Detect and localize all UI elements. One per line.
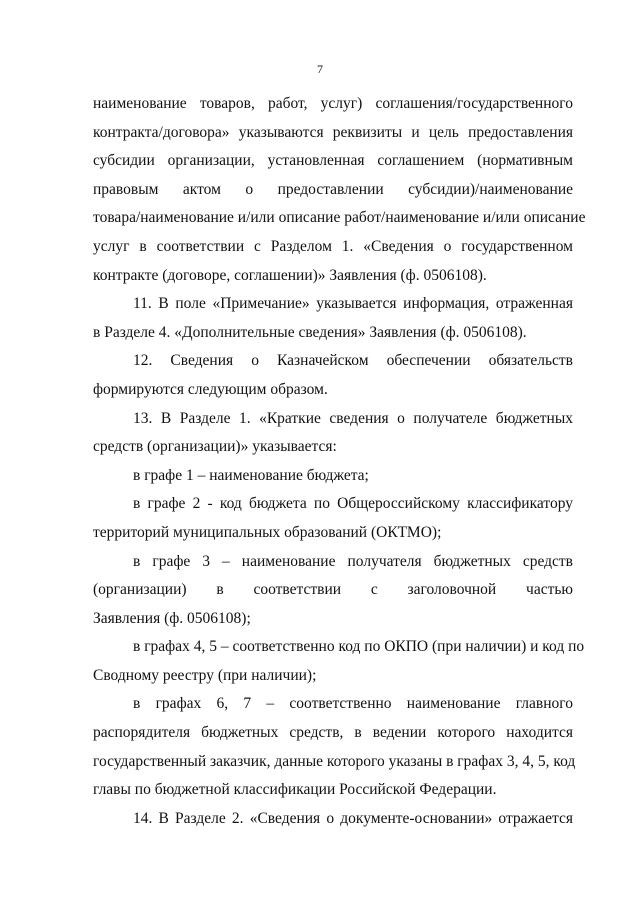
text-line: в графе 1 – наименование бюджета; (133, 466, 369, 484)
page-number: 7 (317, 62, 323, 76)
text-line: правовым актом о предоставлении субсидии)/наименование (93, 180, 573, 198)
text-line: в графе 2 - код бюджета по Общероссийскому классификатору (133, 495, 573, 513)
text-line: средств (организации)» указывается: (93, 438, 337, 456)
text-line: контракте (договоре, соглашении)» Заявления (ф. 0506108). (93, 266, 487, 284)
text-line: в графах 6, 7 – соответственно наименование главного (133, 695, 573, 713)
text-line: государственный заказчик, данные которого указаны в графах 3, 4, 5, код (93, 752, 576, 770)
text-line: 12. Сведения о Казначейском обеспечении обязательств (133, 352, 573, 370)
text-line: товара/наименование и/или описание работ/наименование и/или описание (93, 209, 586, 227)
body-text (93, 95, 586, 838)
text-line: 13. В Разделе 1. «Краткие сведения о получателе бюджетных (133, 409, 573, 427)
text-line: Заявления (ф. 0506108); (93, 609, 251, 627)
text-line: распорядителя бюджетных средств, в ведении которого находится (93, 724, 573, 742)
text-line: услуг в соответствии с Разделом 1. «Сведения о государственном (93, 237, 573, 255)
text-line: 14. В Разделе 2. «Сведения о документе-основании» отражается (133, 809, 573, 827)
text-line: Сводному реестру (при наличии); (93, 666, 317, 684)
text-line: главы по бюджетной классификации Российской Федерации. (93, 781, 497, 799)
text-line: территорий муниципальных образований (ОКТМО); (93, 523, 442, 541)
text-line: в графе 3 – наименование получателя бюджетных средств (133, 552, 573, 570)
text-line: наименование товаров, работ, услуг) соглашения/государственного (93, 95, 573, 112)
text-line: в графах 4, 5 – соответственно код по ОКПО (при наличии) и код по (133, 638, 585, 656)
text-line: в Разделе 4. «Дополнительные сведения» Заявления (ф. 0506108). (93, 323, 527, 341)
text-line: формируются следующим образом. (93, 380, 328, 398)
text-line: контракта/договора» указываются реквизиты и цель предоставления (93, 123, 573, 141)
text-line: субсидии организации, установленная соглашением (нормативным (93, 152, 573, 170)
text-line: (организации) в соответствии с заголовочной частью (93, 581, 573, 599)
text-line: 11. В поле «Примечание» указывается информация, отраженная (133, 295, 573, 313)
